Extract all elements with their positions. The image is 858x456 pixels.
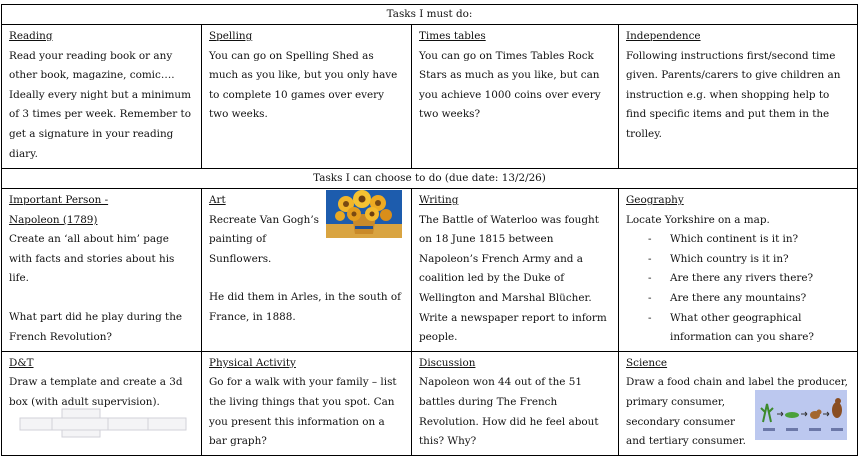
dt-text: Draw a template and create a 3d box (with adult supervision). (9, 376, 183, 408)
important-person-subtitle: Napoleon (1789) (9, 213, 98, 226)
science-line-2: secondary consumer (626, 415, 735, 428)
spelling-cell (202, 25, 412, 169)
discussion-title: Discussion (419, 356, 476, 369)
writing-title: Writing (419, 194, 459, 206)
writing-text: The Battle of Waterloo was fought on 18 June 1815 between Napoleon’s French Army and a coalition led by the Duke of Wellington and Marshal Blücher. Write a newspaper report to inform people. (419, 213, 607, 344)
writing-cell (412, 189, 619, 352)
dt-title: D&T (9, 356, 34, 369)
reading-text: Read your reading book or any other book, magazine, comic…. Ideally every night but a minimum of 3 times per week. Remember to get a signature in your reading diary. (9, 49, 191, 160)
physical-activity-cell (202, 351, 412, 455)
spelling-title: Spelling (209, 30, 253, 42)
discussion-text: Napoleon won 44 out of the 51 battles during The French Revolution. How did he feel about this? Why? (419, 376, 599, 448)
list-item: - Are there any mountains? (648, 289, 851, 309)
dt-cell (2, 351, 202, 455)
list-item: - What other geographical information can you share? (648, 309, 851, 348)
times-tables-cell (412, 25, 619, 169)
homework-grid (1, 4, 858, 456)
times-tables-title: Times tables (419, 30, 486, 42)
art-fact: He did them in Arles, in the south of France, in 1888. (209, 291, 402, 323)
art-text: Recreate Van Gogh’s painting of Sunflowers. (209, 213, 320, 265)
science-title: Science (626, 356, 668, 369)
science-line-1: Draw a food chain and label the producer, primary consumer, (626, 376, 848, 408)
choose-header: Tasks I can choose to do (due date: 13/2/26) (2, 169, 858, 189)
important-person-question: What part did he play during the French Revolution? (9, 310, 183, 343)
food-chain-image (755, 390, 847, 440)
list-item: - Which country is it in? (648, 250, 851, 270)
list-item: - Are there any rivers there? (648, 269, 851, 289)
reading-title: Reading (9, 30, 53, 42)
science-line-3: and tertiary consumer. (626, 435, 746, 448)
times-tables-text: You can go on Times Tables Rock Stars as much as you like, but can you achieve 1000 coins over every two weeks? (419, 49, 601, 121)
spelling-text: You can go on Spelling Shed as much as you like, but you only have to complete 10 games over every two weeks. (209, 49, 398, 121)
box-template-image (18, 408, 188, 438)
independence-cell (619, 25, 858, 169)
reading-cell (2, 25, 202, 169)
geography-questions (626, 230, 851, 348)
discussion-cell (412, 351, 619, 455)
sunflowers-image (326, 190, 402, 238)
independence-text: Following instructions first/second time given. Parents/carers to give children an instruction e.g. when shopping help to find specific items and put them in the trolley. (626, 49, 841, 140)
important-person-cell (2, 189, 202, 352)
geography-title: Geography (626, 194, 684, 206)
geography-cell (619, 189, 858, 352)
independence-title: Independence (626, 30, 701, 42)
important-person-title: Important Person - (9, 194, 109, 206)
physical-activity-text: Go for a walk with your family – list the living things that you spot. Can you present this information on a bar graph? (209, 376, 397, 448)
must-do-header: Tasks I must do: (2, 5, 858, 25)
physical-activity-title: Physical Activity (209, 356, 296, 369)
art-title: Art (209, 194, 226, 206)
list-item: - Which continent is it in? (648, 230, 851, 250)
important-person-text: Create an ‘all about him’ page with facts and stories about his life. (9, 233, 175, 285)
geography-intro: Locate Yorkshire on a map. (626, 213, 770, 226)
